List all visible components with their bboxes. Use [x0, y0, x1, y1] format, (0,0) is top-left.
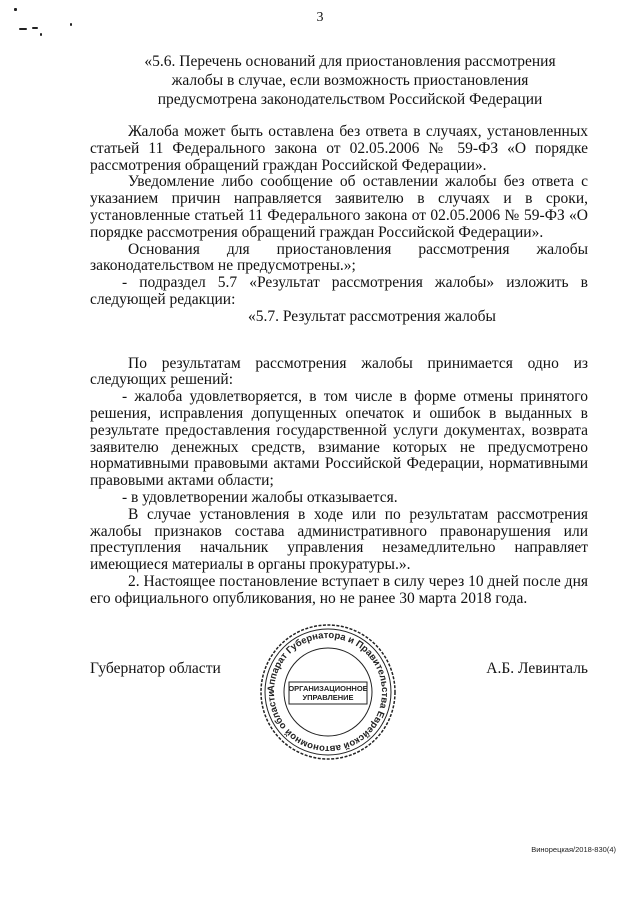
stamp-center-line2: УПРАВЛЕНИЕ [302, 693, 354, 702]
document-body [90, 124, 588, 608]
title-line: «5.6. Перечень оснований для приостановления рассмотрения [144, 53, 556, 70]
signer-title: Губернатор области [90, 660, 221, 677]
scan-mark [19, 28, 27, 30]
paragraph: Уведомление либо сообщение об оставлении жалобы без ответа с указанием причин направляется заявителю в случаях и в сроки, установленные статьей 11 Федерального закона от 02.05.2006 № 59-ФЗ «О порядке рассмотрения обращений граждан Российской Федерации». [90, 173, 588, 241]
title-line: жалобы в случае, если возможность приостановления [171, 72, 529, 89]
title-line: предусмотрена законодательством Российской Федерации [157, 91, 543, 108]
paragraph: В случае установления в ходе или по результатам рассмотрения жалобы признаков состава административного правонарушения или преступления начальник управления незамедлительно направляет имеющиеся материалы в органы прокуратуры.». [90, 505, 588, 574]
paragraph: - подраздел 5.7 «Результат рассмотрения жалобы» изложить в следующей редакции: [90, 274, 588, 308]
paragraph: - жалоба удовлетворяется, в том числе в форме отмены принятого решения, исправления допущенных опечаток и ошибок в выданных в результате предоставления государственной услуги документах, возврата заявителю денежных средств, взимание которых не предусмотрено нормативными правовыми актами Российской Федерации, нормативными правовыми актами области; [90, 388, 588, 490]
paragraph: Основания для приостановления рассмотрения жалобы законодательством не предусмотрены.»; [90, 240, 588, 275]
stamp-ring-text: Аппарат Губернатора и Правительства Еврейской автономной области [265, 629, 391, 755]
paragraph: - в удовлетворении жалобы отказывается. [122, 488, 398, 506]
official-stamp [258, 622, 398, 762]
page-number: 3 [316, 10, 324, 25]
footer-code: Винорецкая/2018-830(4) [531, 845, 616, 854]
subsection-heading: «5.7. Результат рассмотрения жалобы [248, 307, 496, 325]
scan-mark [32, 27, 38, 29]
paragraph: Жалоба может быть оставлена без ответа в случаях, установленных статьей 11 Федерального закона от 02.05.2006 № 59-ФЗ «О порядке рассмотрения обращений граждан Российской Федерации». [90, 123, 588, 174]
paragraph: По результатам рассмотрения жалобы принимается одно из следующих решений: [90, 354, 588, 389]
section-title [130, 52, 570, 109]
stamp-center-line1: ОРГАНИЗАЦИОННОЕ [288, 684, 368, 693]
paragraph: 2. Настоящее постановление вступает в силу через 10 дней после дня его официального опубликования, но не ранее 30 марта 2018 года. [90, 572, 588, 607]
signer-name: А.Б. Левинталь [486, 660, 588, 677]
scan-mark [40, 33, 42, 36]
